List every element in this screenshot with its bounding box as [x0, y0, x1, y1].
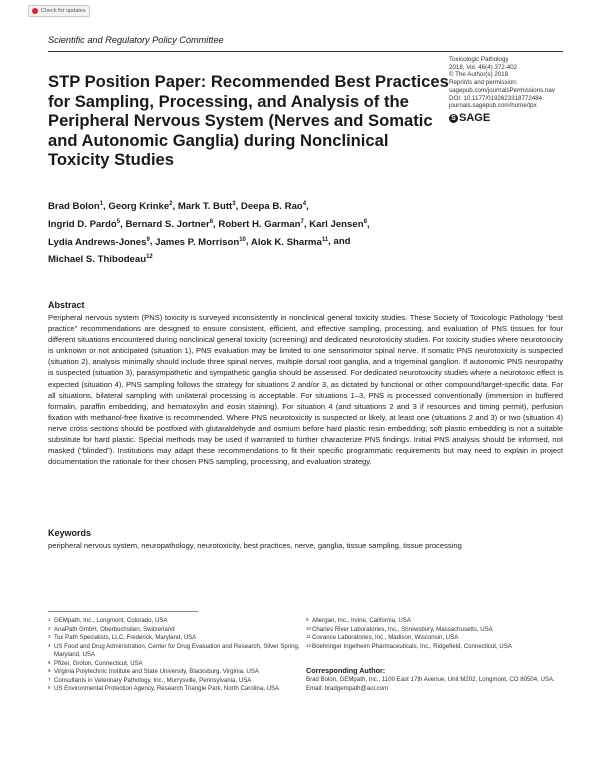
author [155, 237, 246, 248]
author-name: Mark T. Butt [177, 201, 233, 213]
author [48, 219, 120, 230]
corresponding-author-heading: Corresponding Author: [306, 666, 386, 675]
journal-info [449, 56, 579, 110]
author-name: James P. Morrison [155, 236, 240, 248]
affiliation-number: 10 [306, 625, 312, 631]
affiliation-text: US Food and Drug Administration, Center for Drug Evaluation and Research, Silver Spring, Maryland, USA [54, 642, 300, 658]
affiliations-divider [48, 611, 198, 612]
affiliation-number: 1 [48, 617, 51, 622]
author-affiliation-number: 9 [146, 236, 150, 243]
author-name: Lydia Andrews-Jones [48, 236, 147, 248]
affiliation-number: 9 [306, 617, 309, 622]
author-affiliation-number: 8 [363, 218, 367, 225]
journal-name: Toxicologic Pathology [449, 56, 509, 63]
check-for-updates-label: Check for updates [41, 8, 86, 14]
affiliations-right [306, 617, 561, 651]
abstract-heading: Abstract [48, 300, 85, 310]
author-name: Alok K. Sharma [250, 236, 322, 248]
author-name: Deepa B. Rao [240, 201, 303, 213]
author-affiliation-number: 1 [99, 201, 104, 207]
affiliation-item [48, 634, 301, 643]
author-name: Bernard S. Jortner [125, 218, 210, 230]
sage-logo-icon: S [449, 114, 458, 123]
corresponding-author-address: Brad Bolon, GEMpath, Inc., 1100 East 17th Avenue, Unit M202, Longmont, CO 80504, USA. [306, 676, 555, 683]
author-affiliation-number: 2 [169, 201, 173, 207]
author-affiliation-number: 11 [321, 236, 329, 243]
affiliation-number: 2 [48, 625, 51, 631]
affiliation-number: 6 [48, 668, 51, 673]
author-affiliation-number: 7 [300, 218, 304, 225]
affiliation-item [48, 617, 301, 626]
sage-logo [449, 112, 490, 124]
affiliation-text: GEMpath, Inc., Longmont, Colorado, USA [54, 617, 168, 624]
author [108, 201, 172, 212]
author-name: Georg Krinke [108, 201, 170, 213]
article-title: STP Position Paper: Recommended Best Practices for Sampling, Processing, and Analysis of the Peripheral Nervous System (Nerves and Somatic and Autonomic Ganglia) during Nonclinical Toxicity Studies [48, 72, 449, 169]
affiliation-number: 5 [48, 659, 51, 665]
keywords-heading: Keywords [48, 528, 92, 538]
affiliation-text: Tox Path Specialists, LLC, Frederick, Maryland, USA [54, 634, 197, 641]
author [48, 237, 150, 248]
affiliation-item [306, 617, 561, 626]
author-affiliation-number: 10 [239, 236, 246, 243]
affiliation-number: 4 [48, 642, 51, 648]
affiliation-number: 3 [48, 634, 51, 639]
author-name: Ingrid D. Pardo [48, 218, 117, 230]
corresponding-author-email[interactable]: Email: bradgempath@aol.com [306, 684, 389, 692]
corresponding-author-details [306, 676, 556, 693]
doi-link[interactable]: DOI: 10.1177/0192623318772484 [449, 94, 543, 102]
update-icon [32, 8, 38, 14]
author-name: Karl Jensen [309, 218, 364, 230]
affiliation-text: AnaPath GmbH, Oberbuchsiten, Switzerland [54, 625, 175, 633]
author [48, 254, 153, 265]
author [241, 201, 306, 212]
affiliation-text: US Environmental Protection Agency, Research Triangle Park, North Carolina, USA [54, 685, 280, 692]
permissions-link[interactable]: sagepub.com/journalsPermissions.nav [449, 86, 555, 94]
affiliation-item [48, 660, 301, 669]
affiliations-left [48, 617, 301, 694]
affiliation-number: 8 [48, 685, 51, 690]
affiliation-item [48, 668, 301, 677]
author-name: Michael S. Thibodeau [48, 254, 147, 266]
affiliation-number: 11 [306, 634, 311, 639]
affiliation-item [306, 634, 561, 643]
affiliation-text: Boehringer Ingelheim Pharmaceuticals, Inc., Ridgefield, Connecticut, USA [312, 642, 512, 650]
check-for-updates-badge[interactable] [28, 5, 90, 17]
reprints-label: Reprints and permission: [449, 79, 518, 87]
header-divider [48, 51, 563, 52]
author [309, 219, 367, 230]
journal-home-link[interactable]: journals.sagepub.com/home/tpx [449, 102, 537, 110]
copyright: © The Author(s) 2018 [449, 71, 509, 79]
author [178, 201, 236, 212]
author [251, 237, 328, 248]
author [218, 219, 303, 230]
committee-header: Scientific and Regulatory Policy Committee [48, 35, 224, 45]
affiliation-item [48, 677, 301, 686]
author [125, 219, 213, 230]
affiliation-text: Virginia Polytechnic Institute and State University, Blacksburg, Virginia, USA [54, 668, 259, 675]
abstract-text: Peripheral nervous system (PNS) toxicity is surveyed inconsistently in nonclinical general toxicity studies. These Society of Toxicologic Pathology “best practice” recommendations are designed to ensure consistent, efficient, and effective sampling, processing, and evaluation of PNS tissues for four different situations encountered during nonclinical general toxicity (screening) and dedicated neurotoxicity studies. For toxicity studies where neurotoxicity is unknown or not anticipated (situation 1), PNS evaluation may be limited to one sensorimotor spinal nerve. If somatic PNS neurotoxicity is suspected (situation 2), analysis minimally should include three spinal nerves, multiple dorsal root ganglia, and a trigeminal ganglion. If autonomic PNS neuropathy is suspected (situation 3), parasympathetic and sympathetic ganglia should be assessed. For dedicated neurotoxicity studies where a neurotoxic effect is expected (situation 4), PNS sampling follows the strategy for situations 2 and/or 3, as dictated by functional or other compound/target-specific data. For all situations, bilateral sampling with unilateral processing is acceptable. For situations 1–3, PNS is processed conventionally (immersion in buffered formalin, paraffin embedding, and hematoxylin and eosin staining). For situation 4 (and situations 2 and 3 if resources and timing permit), perfusion fixation with methanol-free fixative is recommended. Where PNS neurotoxicity is suspected or likely, at least one (situations 2 and 3) or two (situation 4) nerve cross sections should be postfixed with glutaraldehyde and osmium before hard plastic resin embedding; soft plastic embedding is not a suitable substitute for hard plastic. Special methods may be used if warranted to further characterize PNS findings. Initial PNS analysis should be informed, not masked (“blinded”). Institutions may adapt these recommendations to fit their specific programmatic requirements but may need to explain in project documentation the rationale for their chosen PNS sampling, processing, and evaluation strategy. [48, 313, 563, 467]
affiliation-item [48, 643, 301, 660]
affiliation-number: 12 [306, 642, 312, 648]
affiliation-text: Charles River Laboratories, Inc., Shrewsbury, Massachusetts, USA [312, 625, 493, 633]
affiliation-text: Covance Laboratories, Inc., Madison, Wisconsin, USA [312, 634, 459, 641]
journal-volume: 2018, Vol. 46(4) 372-402 [449, 63, 518, 71]
author-name: Brad Bolon [48, 201, 100, 213]
affiliation-item [48, 685, 301, 694]
keywords-text: peripheral nervous system, neuropathology, neurotoxicity, best practices, nerve, ganglia, tissue sampling, tissue processing [48, 541, 462, 550]
affiliation-number: 7 [48, 676, 51, 682]
author-affiliation-number: 5 [116, 218, 121, 225]
publisher-name: SAGE [459, 112, 491, 124]
author [48, 201, 103, 212]
author-affiliation-number: 3 [232, 201, 236, 207]
affiliation-item [306, 643, 561, 652]
author-list: Brad Bolon$^1$, Georg Krinke$^2$, Mark T. Butt$^3$, Deepa B. Rao$^4$, Ingrid D. Pardo$^5$, Bernard S. Jortner$^6$, Robert H. Garman$^7$, Karl Jensen$^8$, Lydia Andrews-Jones$^9$, James P. Morrison$^{10}$, Alok K. Sharma$^{11}$, and Michael S. Thibodeau$^{12}$ [48, 201, 370, 266]
author-affiliation-number: 6 [209, 218, 214, 225]
affiliation-item [306, 626, 561, 635]
affiliation-item [48, 626, 301, 635]
author-affiliation-number: 12 [146, 254, 153, 261]
author-name: Robert H. Garman [218, 218, 301, 230]
affiliation-text: Consultants in Veterinary Pathology, Inc., Murrysville, Pennsylvania, USA [54, 676, 252, 684]
affiliation-text: Pfizer, Groton, Connecticut, USA [54, 659, 143, 667]
author-affiliation-number: 4 [302, 201, 307, 207]
affiliation-text: Allergan, Inc., Irvine, California, USA [312, 617, 411, 624]
